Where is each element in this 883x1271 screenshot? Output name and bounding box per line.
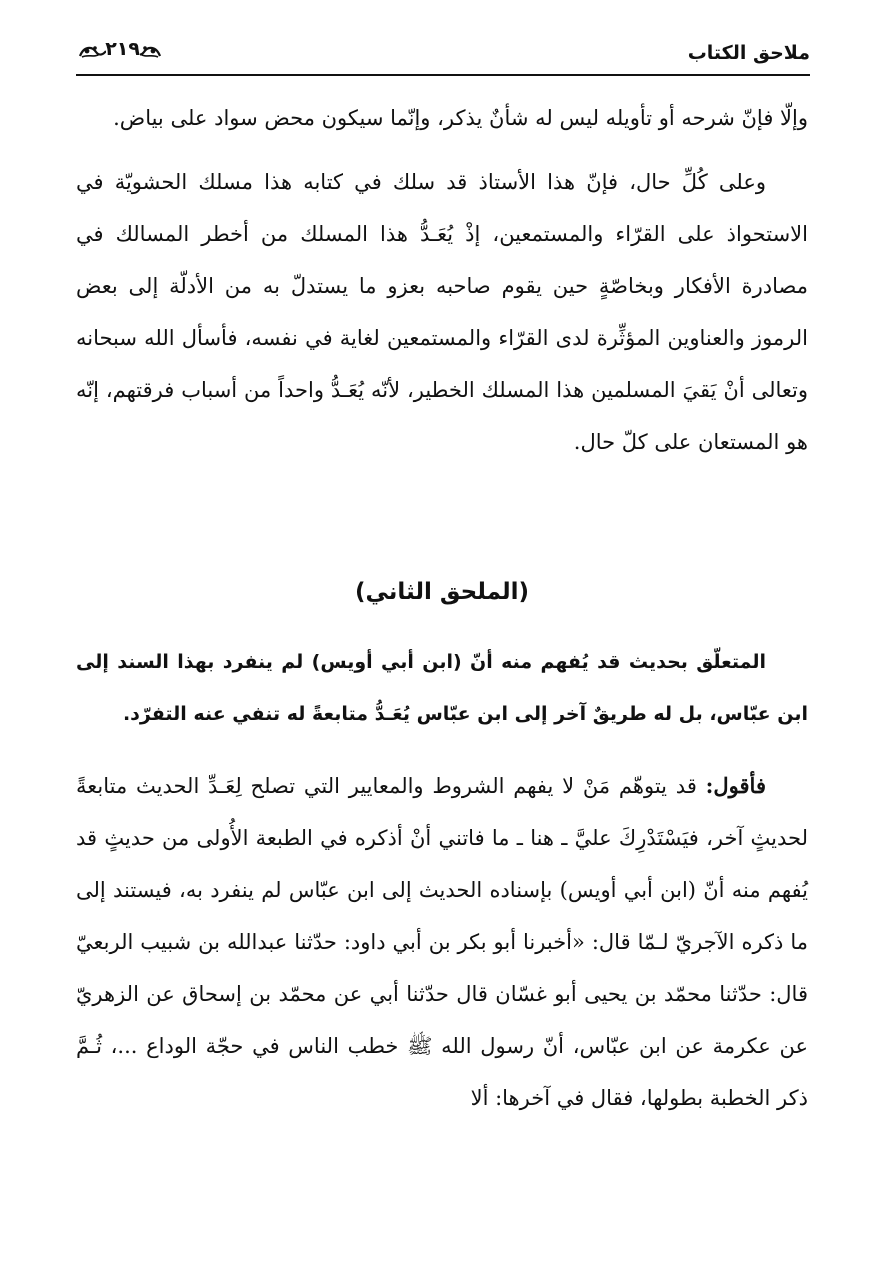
paragraph-1: وإلّا فإنّ شرحه أو تأويله ليس له شأنٌ يذكر، وإنّما سيكون محض سواد على بياض. [113,106,808,130]
running-title: ملاحق الكتاب [687,42,810,64]
paragraph-2 [76,156,808,468]
paragraph-2-text: وعلى كُلِّ حال، فإنّ هذا الأستاذ قد سلك في كتابه هذا مسلك الحشويّة في الاستحواذ على القرّاء والمستمعين، إذْ يُعَـدُّ هذا المسلك من أخطر المسالك في مصادرة الأفكار وبخاصّةٍ حين يقوم صاحبه بعزو ما يستدلّ به من الأدلّة إلى بعض الرموز والعناوين المؤثِّرة لدى القرّاء والمستمعين لغاية في نفسه، فأسأل الله سبحانه وتعالى أنْ يَقيَ المسلمين هذا المسلك الخطير، لأنّه يُعَـدُّ واحداً من أسباب فرقتهم، إنّه هو المستعان على كلّ حال. [76,170,808,454]
page-number-ornament [76,34,164,66]
section-heading: (الملحق الثاني) [354,579,530,605]
lead-word: فأقول: [705,773,766,798]
section-subtitle-text: المتعلّق بحديث قد يُفهم منه أنّ (ابن أبي أويس) لم ينفرد بهذا السند إلى ابن عبّاس، بل له طريقٌ آخر إلى ابن عبّاس يُعَـدُّ متابعةً له تنفي عنه التفرّد. [76,651,808,725]
section-subtitle [76,636,808,740]
page-header [76,34,810,74]
page-number: ٢١٩ [105,38,140,60]
paragraph-3-text: قد يتوهّم مَنْ لا يفهم الشروط والمعايير التي تصلح لِعَـدِّ الحديث متابعةً لحديثٍ آخر، فيَسْتَدْرِكَ عليَّ ـ هنا ـ ما فاتني أنْ أذكره في الطبعة الأُولى من حديثٍ قد يُفهم منه أنّ (ابن أبي أويس) بإسناده الحديث إلى ابن عبّاس لم ينفرد به، فيستند إلى ما ذكره الآجريّ لـمّا قال: «أخبرنا أبو بكر بن أبي داود: حدّثنا عبدالله بن شبيب الربعيّ قال: حدّثنا محمّد بن يحيى أبو غسّان قال حدّثنا أبي عن محمّد بن إسحاق عن الزهريّ عن عكرمة عن ابن عبّاس، أنّ رسول الله ﷺ خطب الناس في حجّة الوداع ...، ثُـمَّ ذكر الخطبة بطولها، فقال في آخرها: ألا [76,774,808,1110]
page-body [76,92,808,1124]
header-rule [76,74,810,76]
paragraph-3 [76,760,808,1124]
